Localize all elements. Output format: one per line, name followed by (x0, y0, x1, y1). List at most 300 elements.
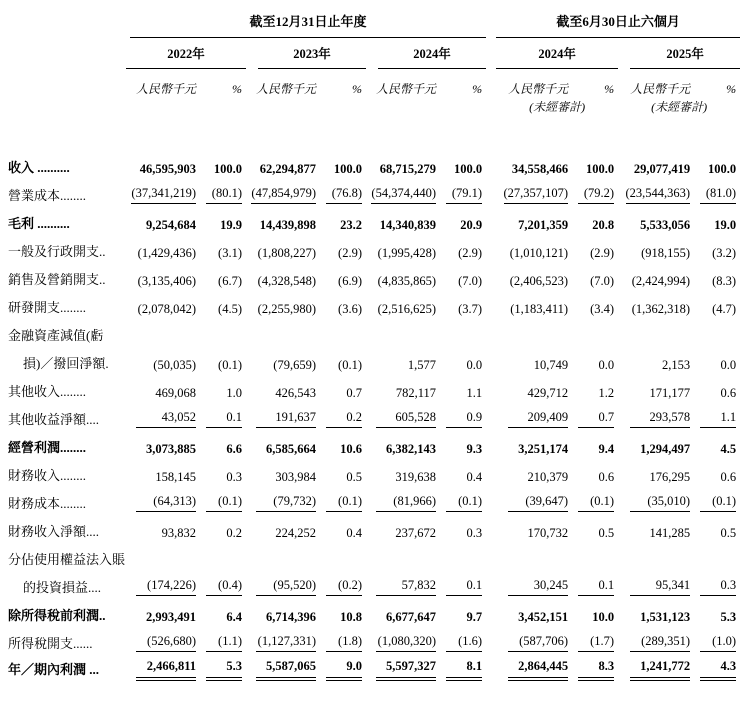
cell-value: 9.7 (466, 609, 483, 624)
percent-cell (438, 344, 486, 372)
amount-cell (246, 148, 318, 176)
percent-header: % (352, 81, 362, 96)
table-row-profit-before-tax (8, 596, 740, 624)
cell-value: 1.1 (700, 410, 736, 428)
cell-value: 0.1 (578, 578, 614, 596)
percent-cell (692, 484, 740, 512)
cell-value: 0.4 (346, 525, 362, 540)
percent-cell (198, 456, 246, 484)
amount-cell (496, 288, 570, 316)
cell-value: (1.8) (326, 634, 362, 652)
amount-cell (246, 652, 318, 685)
cell-value: 8.3 (578, 659, 614, 677)
amount-cell (246, 484, 318, 512)
cell-value: 1.1 (466, 385, 483, 400)
cell-value: (64,313) (136, 494, 196, 512)
percent-cell (198, 512, 246, 540)
percent-cell (570, 512, 618, 540)
percent-cell (692, 148, 740, 176)
cell-value: 23.2 (340, 217, 362, 232)
cell-value: 6.6 (226, 441, 242, 456)
percent-cell (198, 204, 246, 232)
percent-cell (198, 176, 246, 204)
percent-cell (318, 484, 366, 512)
cell-value: (2,516,625) (377, 301, 436, 316)
percent-cell (318, 568, 366, 596)
amount-cell (126, 624, 198, 652)
percent-cell (318, 428, 366, 456)
period-group-annual (126, 8, 486, 38)
percent-cell (318, 596, 366, 624)
cell-value: 19.0 (714, 217, 737, 232)
percent-cell (318, 624, 366, 652)
cell-value: 0.3 (466, 525, 483, 540)
amount-cell (126, 260, 198, 288)
cell-value: (3.6) (338, 301, 362, 316)
amount-cell (126, 148, 198, 176)
group-gap (486, 260, 496, 288)
cell-value: 62,294,877 (259, 161, 316, 176)
group-gap (486, 344, 496, 372)
percent-cell (570, 232, 618, 260)
cell-value: (7.0) (458, 273, 483, 288)
row-label: 所得稅開支...... (8, 636, 93, 652)
cell-value: (2,406,523) (509, 273, 569, 288)
cell-value: 0.2 (226, 525, 242, 540)
cell-value: 319,638 (395, 469, 436, 484)
amount-cell (366, 428, 438, 456)
amount-cell (618, 260, 692, 288)
percent-cell (438, 372, 486, 400)
percent-header: % (604, 81, 615, 96)
cell-value: 782,117 (395, 385, 436, 400)
percent-cell (198, 568, 246, 596)
row-label: 研發開支........ (8, 300, 87, 316)
percent-cell (318, 372, 366, 400)
cell-value: (0.1) (326, 494, 362, 512)
percent-cell (198, 540, 246, 568)
table-row-rd-expenses (8, 288, 740, 316)
percent-cell (692, 456, 740, 484)
cell-value: (4.7) (712, 301, 737, 316)
percent-cell (438, 428, 486, 456)
percent-cell (692, 400, 740, 428)
cell-value: (37,341,219) (131, 186, 196, 204)
amount-cell (366, 176, 438, 204)
cell-value: (1,995,428) (377, 245, 436, 260)
amount-cell (126, 316, 198, 344)
amount-cell (496, 484, 570, 512)
cell-value: 0.3 (700, 578, 736, 596)
amount-cell (246, 232, 318, 260)
cell-value: 0.1 (206, 410, 242, 428)
row-label: 年／期內利潤 ... (8, 661, 100, 677)
cell-value: 5,597,327 (376, 659, 436, 677)
cell-value: (79.2) (578, 186, 614, 204)
group-gap (486, 456, 496, 484)
cell-value: (526,680) (136, 634, 196, 652)
cell-value: 57,832 (376, 578, 436, 596)
cell-value: 1,531,123 (640, 609, 691, 624)
percent-cell (438, 652, 486, 685)
cell-value: (3.4) (590, 301, 615, 316)
amount-cell (246, 540, 318, 568)
cell-value: 1.2 (598, 385, 615, 400)
row-label: 收入 .......... (8, 160, 70, 176)
group-gap (486, 624, 496, 652)
cell-value: (23,544,363) (626, 186, 691, 204)
group-gap (486, 204, 496, 232)
cell-value: 0.5 (598, 525, 615, 540)
cell-value: (0.1) (218, 357, 242, 372)
percent-cell (318, 512, 366, 540)
unit-header: 人民幣千元 (630, 81, 691, 96)
percent-cell (318, 232, 366, 260)
cell-value: 10.0 (592, 609, 615, 624)
amount-cell (496, 400, 570, 428)
percent-cell (570, 540, 618, 568)
cell-value: (6.9) (338, 273, 362, 288)
cell-value: (0.4) (206, 578, 242, 596)
percent-cell (438, 260, 486, 288)
amount-cell (126, 456, 198, 484)
percent-cell (692, 232, 740, 260)
amount-cell (618, 372, 692, 400)
cell-value: (79,732) (256, 494, 316, 512)
group-gap (486, 372, 496, 400)
percent-cell (570, 400, 618, 428)
cell-value: 0.3 (226, 469, 242, 484)
cell-value: 8.1 (446, 659, 482, 677)
cell-value: (1,808,227) (257, 245, 316, 260)
table-row-share-of-investments-values (8, 568, 740, 596)
unit-header-row (8, 69, 740, 96)
cell-value: (2,078,042) (137, 301, 196, 316)
percent-cell (198, 652, 246, 685)
cell-value: (0.2) (326, 578, 362, 596)
percent-cell (438, 484, 486, 512)
amount-cell (618, 288, 692, 316)
cell-value: 30,245 (508, 578, 568, 596)
amount-cell (618, 540, 692, 568)
cell-value: 4.3 (700, 659, 736, 677)
amount-cell (618, 400, 692, 428)
amount-cell (246, 596, 318, 624)
year-col-2022: 2022年 (126, 38, 246, 69)
cell-value: 170,732 (527, 525, 569, 540)
cell-value: (1,362,318) (631, 301, 691, 316)
amount-cell (126, 400, 198, 428)
cell-value: 5,587,065 (256, 659, 316, 677)
cell-value: (0.1) (338, 357, 362, 372)
cell-value: 10,749 (533, 357, 569, 372)
percent-cell (438, 148, 486, 176)
percent-cell (438, 204, 486, 232)
cell-value: (54,374,440) (371, 186, 436, 204)
group-gap (486, 400, 496, 428)
percent-cell (198, 232, 246, 260)
amount-cell (126, 176, 198, 204)
cell-value: 46,595,903 (139, 161, 196, 176)
amount-cell (496, 372, 570, 400)
cell-value: (0.1) (700, 494, 736, 512)
percent-cell (692, 596, 740, 624)
cell-value: 469,068 (155, 385, 196, 400)
amount-cell (366, 512, 438, 540)
percent-cell (318, 540, 366, 568)
cell-value: 9.4 (598, 441, 615, 456)
cell-value: 1,241,772 (630, 659, 690, 677)
percent-cell (318, 148, 366, 176)
amount-cell (496, 204, 570, 232)
percent-cell (570, 316, 618, 344)
percent-cell (438, 596, 486, 624)
percent-cell (570, 652, 618, 685)
amount-cell (246, 288, 318, 316)
amount-cell (496, 568, 570, 596)
row-label: 銷售及營銷開支.. (8, 272, 106, 288)
cell-value: 209,409 (508, 410, 568, 428)
table-row-net-finance-income (8, 512, 740, 540)
percent-cell (570, 148, 618, 176)
group-gap (486, 176, 496, 204)
cell-value: 0.5 (720, 525, 737, 540)
amount-cell (618, 512, 692, 540)
cell-value: 6,585,664 (266, 441, 316, 456)
percent-cell (198, 624, 246, 652)
percent-cell (692, 288, 740, 316)
cell-value: 293,578 (630, 410, 690, 428)
amount-cell (126, 484, 198, 512)
cell-value: (2.9) (458, 245, 483, 260)
cell-value: 0.9 (446, 410, 482, 428)
table-row-revenue (8, 148, 740, 176)
cell-value: (3,135,406) (137, 273, 196, 288)
percent-cell (692, 568, 740, 596)
unaudited-note: (未經審計) (651, 100, 708, 115)
amount-cell (366, 568, 438, 596)
group-gap (486, 568, 496, 596)
row-label: 財務收入........ (8, 468, 87, 484)
percent-cell (318, 204, 366, 232)
amount-cell (246, 400, 318, 428)
amount-cell (366, 260, 438, 288)
amount-cell (366, 288, 438, 316)
percent-cell (198, 344, 246, 372)
cell-value: 3,251,174 (518, 441, 569, 456)
group-gap (486, 484, 496, 512)
cell-value: 191,637 (256, 410, 316, 428)
cell-value: 43,052 (136, 410, 196, 428)
percent-cell (438, 288, 486, 316)
cell-value: (918,155) (641, 245, 691, 260)
cell-value: (4.5) (218, 301, 242, 316)
percent-cell (198, 428, 246, 456)
amount-cell (126, 428, 198, 456)
amount-cell (496, 428, 570, 456)
row-label: 其他收入........ (8, 384, 87, 400)
amount-cell (126, 540, 198, 568)
amount-cell (246, 428, 318, 456)
amount-cell (366, 344, 438, 372)
amount-cell (366, 316, 438, 344)
row-label: 經營利潤........ (8, 440, 87, 456)
cell-value: 605,528 (376, 410, 436, 428)
percent-cell (692, 540, 740, 568)
amount-cell (496, 344, 570, 372)
amount-cell (618, 624, 692, 652)
cell-value: (1.1) (206, 634, 242, 652)
cell-value: (39,647) (508, 494, 568, 512)
cell-value: (2,255,980) (257, 301, 316, 316)
percent-cell (570, 372, 618, 400)
cell-value: 0.4 (466, 469, 483, 484)
amount-cell (366, 232, 438, 260)
row-label: 毛利 .......... (8, 216, 70, 232)
group-gap (486, 232, 496, 260)
amount-cell (366, 456, 438, 484)
row-label: 分佔使用權益法入賬 (8, 552, 126, 568)
percent-cell (438, 624, 486, 652)
percent-cell (692, 204, 740, 232)
unit-header: 人民幣千元 (375, 81, 436, 96)
cell-value: 34,558,466 (511, 161, 569, 176)
amount-cell (246, 344, 318, 372)
period-group-interim (496, 8, 740, 38)
percent-cell (570, 260, 618, 288)
amount-cell (618, 484, 692, 512)
cell-value: 2,864,445 (508, 659, 568, 677)
cell-value: (47,854,979) (251, 186, 316, 204)
table-body (8, 148, 740, 685)
amount-cell (618, 232, 692, 260)
amount-cell (126, 372, 198, 400)
amount-cell (126, 288, 198, 316)
cell-value: (587,706) (508, 634, 568, 652)
cell-value: 19.9 (220, 217, 242, 232)
cell-value: (95,520) (256, 578, 316, 596)
group-gap (486, 288, 496, 316)
income-statement-table (8, 8, 740, 686)
year-col-2024: 2024年 (366, 38, 486, 69)
amount-cell (366, 148, 438, 176)
percent-cell (318, 176, 366, 204)
group-gap (486, 540, 496, 568)
amount-cell (496, 596, 570, 624)
row-label: 財務收入淨額.... (8, 524, 100, 540)
cell-value: 0.0 (598, 357, 615, 372)
cell-value: (1,080,320) (376, 634, 436, 652)
amount-cell (496, 540, 570, 568)
cell-value: 10.8 (340, 609, 362, 624)
cell-value: (8.3) (712, 273, 737, 288)
row-label: 其他收益淨額.... (8, 412, 100, 428)
cell-value: (1,183,411) (510, 301, 569, 316)
table-row-selling-marketing-expenses (8, 260, 740, 288)
percent-cell (570, 484, 618, 512)
percent-cell (318, 288, 366, 316)
percent-cell (438, 316, 486, 344)
percent-cell (692, 344, 740, 372)
cell-value: 0.7 (578, 410, 614, 428)
cell-value: (2.9) (338, 245, 362, 260)
amount-cell (496, 316, 570, 344)
cell-value: 0.6 (720, 469, 737, 484)
table-row-impairment-label (8, 316, 740, 344)
cell-value: 2,993,491 (146, 609, 196, 624)
percent-cell (198, 400, 246, 428)
row-label: 財務成本........ (8, 496, 87, 512)
cell-value: 5.3 (206, 659, 242, 677)
cell-value: (2,424,994) (631, 273, 691, 288)
cell-value: 93,832 (161, 525, 196, 540)
cell-value: 6,677,647 (386, 609, 436, 624)
cell-value: (3.7) (458, 301, 483, 316)
table-row-impairment-values (8, 344, 740, 372)
percent-cell (438, 176, 486, 204)
amount-cell (126, 512, 198, 540)
cell-value: (76.8) (326, 186, 362, 204)
amount-cell (246, 260, 318, 288)
cell-value: 20.9 (460, 217, 483, 232)
cell-value: (0.1) (446, 494, 482, 512)
amount-cell (496, 456, 570, 484)
period-group-row (8, 8, 740, 38)
period-group-interim-title: 截至6月30日止六個月 (496, 15, 740, 38)
percent-cell (692, 652, 740, 685)
cell-value: (79.1) (446, 186, 482, 204)
amount-cell (366, 400, 438, 428)
percent-cell (318, 652, 366, 685)
amount-cell (246, 176, 318, 204)
row-label: 損)／撥回淨額. (23, 356, 109, 372)
amount-cell (366, 372, 438, 400)
cell-value: (80.1) (206, 186, 242, 204)
cell-value: 100.0 (453, 161, 483, 176)
percent-cell (438, 540, 486, 568)
cell-value: 0.6 (720, 385, 737, 400)
percent-cell (570, 204, 618, 232)
cell-value: (7.0) (590, 273, 615, 288)
cell-value: 0.0 (720, 357, 737, 372)
cell-value: 5,533,056 (640, 217, 691, 232)
percent-cell (692, 316, 740, 344)
row-label: 營業成本........ (8, 188, 87, 204)
cell-value: 1,577 (407, 357, 436, 372)
cell-value: 9,254,684 (146, 217, 196, 232)
row-label: 除所得稅前利潤.. (8, 608, 106, 624)
cell-value: 7,201,359 (518, 217, 569, 232)
cell-value: (35,010) (630, 494, 690, 512)
cell-value: (81.0) (700, 186, 736, 204)
amount-cell (126, 344, 198, 372)
amount-cell (366, 652, 438, 685)
percent-cell (198, 316, 246, 344)
cell-value: 2,153 (661, 357, 691, 372)
percent-cell (570, 288, 618, 316)
percent-cell (692, 176, 740, 204)
percent-cell (438, 400, 486, 428)
cell-value: 429,712 (527, 385, 569, 400)
cell-value: 95,341 (630, 578, 690, 596)
unit-header: 人民幣千元 (508, 81, 569, 96)
amount-cell (618, 428, 692, 456)
unit-header: 人民幣千元 (255, 81, 316, 96)
cell-value: 1.0 (226, 385, 242, 400)
amount-cell (366, 624, 438, 652)
amount-cell (366, 484, 438, 512)
cell-value: 100.0 (333, 161, 362, 176)
